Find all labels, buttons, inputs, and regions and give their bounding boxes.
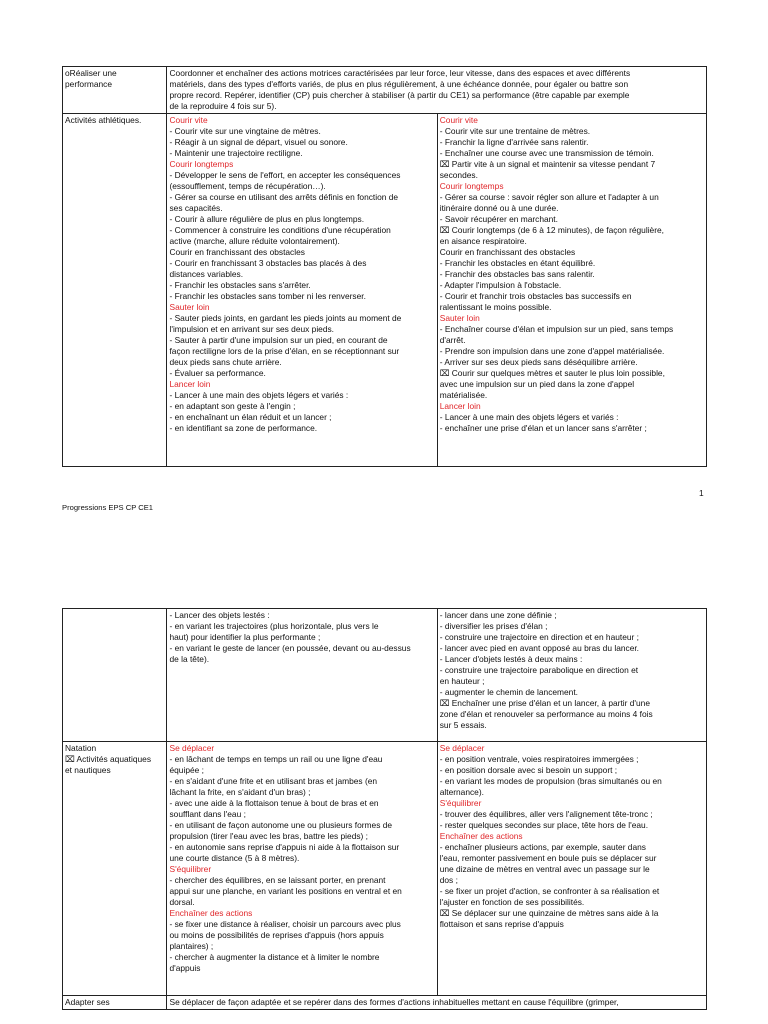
section-heading: Se déplacer xyxy=(439,743,485,753)
text-line: Courir en franchissant des obstacles xyxy=(439,247,576,257)
text-line: - Lancer à une main des objets légers et variés : xyxy=(439,412,619,422)
text-line: - en position dorsale avec si besoin un support ; xyxy=(439,765,618,775)
text-line: itinéraire donné ou à une durée. xyxy=(439,203,559,213)
ce1-column-cell xyxy=(437,742,706,996)
text-line: - Réagir à un signal de départ, visuel ou sonore. xyxy=(169,137,348,147)
text-line: - lancer dans une zone définie ; xyxy=(439,610,557,620)
text-line: de la tête). xyxy=(169,654,210,664)
section-heading: Sauter loin xyxy=(169,302,210,312)
text-line: - Sauter pieds joints, en gardant les pieds joints au moment de xyxy=(169,313,402,323)
domain-label: oRéaliser une xyxy=(65,68,117,78)
text-line: en hauteur ; xyxy=(439,676,485,686)
text-line: ⌧ Courir sur quelques mètres et sauter le plus loin possible, xyxy=(439,368,665,378)
text-line: (essoufflement, temps de récupération…). xyxy=(169,181,326,191)
text-line: - Adapter l'impulsion à l'obstacle. xyxy=(439,280,562,290)
text-line: - Franchir des obstacles bas sans ralentir. xyxy=(439,269,595,279)
activity-label-cell xyxy=(63,609,167,742)
text-line: - construire une trajectoire parabolique en direction et xyxy=(439,665,639,675)
text-line: - avec une aide à la flottaison tenue à bout de bras et en xyxy=(169,798,379,808)
text-line: - Courir à allure régulière de plus en plus longtemps. xyxy=(169,214,365,224)
text-line: - lancer avec pied en avant opposé au bras du lancer. xyxy=(439,643,640,653)
text-line: soufflant dans l'eau ; xyxy=(169,809,246,819)
activity-label: Natation xyxy=(65,743,97,753)
text-line: - Développer le sens de l'effort, en accepter les conséquences xyxy=(169,170,401,180)
cp-column-cell xyxy=(167,609,437,742)
text-line: sur 5 essais. xyxy=(439,720,487,730)
text-line: - Savoir récupérer en marchant. xyxy=(439,214,558,224)
text-line: - Gérer sa course : savoir régler son allure et l'adapter à un xyxy=(439,192,659,202)
activity-label: ⌧ Activités aquatiques xyxy=(65,754,152,764)
text-line: - enchaîner une prise d'élan et un lancer sans s'arrêter ; xyxy=(439,423,647,433)
description-line: propre record. Repérer, identifier (CP) puis chercher à stabiliser (à partir du CE1) sa performance (être capable par exemple xyxy=(169,90,630,100)
text-line: en aisance respiratoire. xyxy=(439,236,527,246)
text-line: - chercher à augmenter la distance et à limiter le nombre xyxy=(169,952,380,962)
text-line: - Lancer d'objets lestés à deux mains : xyxy=(439,654,583,664)
text-line: - en lâchant de temps en temps un rail ou une ligne d'eau xyxy=(169,754,383,764)
text-line: - Commencer à construire les conditions d'une récupération xyxy=(169,225,391,235)
section-heading: Courir vite xyxy=(439,115,478,125)
text-line: ses capacités. xyxy=(169,203,223,213)
text-line: d'arrêt. xyxy=(439,335,466,345)
text-line: zone d'élan et renouveler sa performance au moins 4 fois xyxy=(439,709,653,719)
text-line: appui sur une planche, en variant les positions en ventral et en xyxy=(169,886,402,896)
text-line: - se fixer un projet d'action, se confronter à sa réalisation et xyxy=(439,886,660,896)
text-line: - Lancer des objets lestés : xyxy=(169,610,270,620)
cp-column-cell xyxy=(167,114,437,467)
text-line: active (marche, allure réduite volontairement). xyxy=(169,236,340,246)
text-line: - diversifier les prises d'élan ; xyxy=(439,621,548,631)
page1-table xyxy=(62,66,707,467)
description-line: Coordonner et enchaîner des actions motrices caractérisées par leur force, leur vitesse, dans des espaces et avec différents xyxy=(169,68,631,78)
text-line: dos ; xyxy=(439,875,458,885)
section-heading: Lancer loin xyxy=(439,401,481,411)
text-line: l'eau, remonter passivement en boule puis se déplacer sur xyxy=(439,853,657,863)
text-line: - trouver des équilibres, aller vers l'alignement tête-tronc ; xyxy=(439,809,653,819)
text-line: - construire une trajectoire en direction et en hauteur ; xyxy=(439,632,639,642)
text-line: - se fixer une distance à réaliser, choisir un parcours avec plus xyxy=(169,919,401,929)
description-line: Se déplacer de façon adaptée et se repérer dans des formes d'actions inhabituelles mettant en cause l'équilibre (grimper, xyxy=(169,997,619,1007)
section-heading: Enchaîner des actions xyxy=(439,831,523,841)
text-line: - Prendre son impulsion dans une zone d'appel matérialisée. xyxy=(439,346,665,356)
section-heading: Enchaîner des actions xyxy=(169,908,253,918)
table-row xyxy=(63,996,707,1010)
text-line: une courte distance (5 à 8 mètres). xyxy=(169,853,300,863)
description-line: matériels, dans des types d'efforts variés, de plus en plus régulièrement, à une échéance donnée, pour égaler ou battre son xyxy=(169,79,629,89)
text-line: deux pieds sans chute arrière. xyxy=(169,357,282,367)
text-line: ⌧ Partir vite à un signal et maintenir sa vitesse pendant 7 xyxy=(439,159,656,169)
ce1-column-cell xyxy=(437,609,706,742)
text-line: - Courir en franchissant 3 obstacles bas placés à des xyxy=(169,258,367,268)
text-line: - en autonomie sans reprise d'appuis ni aide à la flottaison sur xyxy=(169,842,400,852)
section-heading: Courir vite xyxy=(169,115,208,125)
text-line: ralentissant le moins possible. xyxy=(439,302,552,312)
table-row xyxy=(63,609,707,742)
section-heading: Se déplacer xyxy=(169,743,215,753)
text-line: une dizaine de mètres en ventral avec un passage sur le xyxy=(439,864,650,874)
text-line: ⌧ Se déplacer sur une quinzaine de mètres sans aide à la xyxy=(439,908,659,918)
page-number: 1 xyxy=(699,488,704,498)
text-line: - en adaptant son geste à l'engin ; xyxy=(169,401,296,411)
text-line: - en s'aidant d'une frite et en utilisant bras et jambes (en xyxy=(169,776,378,786)
text-line: - en enchaînant un élan réduit et un lancer ; xyxy=(169,412,332,422)
text-line: - Sauter à partir d'une impulsion sur un pied, en courant de xyxy=(169,335,388,345)
text-line: - Franchir la ligne d'arrivée sans ralentir. xyxy=(439,137,589,147)
text-line: secondes. xyxy=(439,170,478,180)
text-line: équipée ; xyxy=(169,765,204,775)
text-line: propulsion (tirer l'eau avec les bras, battre les pieds) ; xyxy=(169,831,368,841)
ce1-column-cell xyxy=(437,114,706,467)
text-line: - en variant les trajectoires (plus horizontale, plus vers le xyxy=(169,621,379,631)
activity-label: Adapter ses xyxy=(65,997,110,1007)
text-line: - Franchir les obstacles sans tomber ni les renverser. xyxy=(169,291,366,301)
domain-label: performance xyxy=(65,79,113,89)
text-line: façon rectiligne lors de la prise d'élan, en se réceptionnant sur xyxy=(169,346,400,356)
text-line: distances variables. xyxy=(169,269,244,279)
text-line: avec une impulsion sur un pied dans la zone d'appel xyxy=(439,379,635,389)
text-line: l'impulsion et en arrivant sur ses deux pieds. xyxy=(169,324,335,334)
text-line: - Courir et franchir trois obstacles bas successifs en xyxy=(439,291,632,301)
section-heading: Courir longtemps xyxy=(439,181,504,191)
section-heading: Sauter loin xyxy=(439,313,480,323)
text-line: - en position ventrale, voies respiratoires immergées ; xyxy=(439,754,639,764)
text-line: - Maintenir une trajectoire rectiligne. xyxy=(169,148,303,158)
text-line: - Enchaîner course d'élan et impulsion sur un pied, sans temps xyxy=(439,324,674,334)
section-heading: S'équilibrer xyxy=(169,864,212,874)
section-heading: Lancer loin xyxy=(169,379,211,389)
text-line: - Arriver sur ses deux pieds sans déséquilibre arrière. xyxy=(439,357,638,367)
activity-label: Activités athlétiques. xyxy=(65,115,142,125)
text-line: - Franchir les obstacles en étant équilibré. xyxy=(439,258,596,268)
text-line: - augmenter le chemin de lancement. xyxy=(439,687,578,697)
text-line: - Gérer sa course en utilisant des arrêts définis en fonction de xyxy=(169,192,399,202)
footer-title: Progressions EPS CP CE1 xyxy=(62,503,154,512)
text-line: - rester quelques secondes sur place, tête hors de l'eau. xyxy=(439,820,649,830)
activity-label-cell xyxy=(63,742,167,996)
text-line: l'ajuster en fonction de ses possibilités. xyxy=(439,897,585,907)
text-line: lâchant la frite, en s'aidant d'un bras) ; xyxy=(169,787,311,797)
text-line: matérialisée. xyxy=(439,390,488,400)
table-row xyxy=(63,114,707,467)
text-line: - Franchir les obstacles sans s'arrêter. xyxy=(169,280,311,290)
text-line: dorsal. xyxy=(169,897,195,907)
text-line: alternance). xyxy=(439,787,484,797)
activity-label-cell xyxy=(63,114,167,467)
table-row xyxy=(63,742,707,996)
text-line: - en variant les modes de propulsion (bras simultanés ou en xyxy=(439,776,662,786)
text-line: - Enchaîner une course avec une transmission de témoin. xyxy=(439,148,654,158)
domain-description-cell xyxy=(167,996,707,1010)
activity-label-cell xyxy=(63,996,167,1010)
text-line: - Courir vite sur une vingtaine de mètres. xyxy=(169,126,321,136)
text-line: - en variant le geste de lancer (en poussée, devant ou au-dessus xyxy=(169,643,411,653)
activity-label: et nautiques xyxy=(65,765,111,775)
section-heading: S'équilibrer xyxy=(439,798,482,808)
domain-label-cell xyxy=(63,67,167,114)
text-line: plantaires) ; xyxy=(169,941,214,951)
cp-column-cell xyxy=(167,742,437,996)
text-line: haut) pour identifier la plus performante ; xyxy=(169,632,321,642)
section-heading: Courir longtemps xyxy=(169,159,234,169)
text-line: ou moins de possibilités de reprises d'appuis (hors appuis xyxy=(169,930,384,940)
text-line: - en utilisant de façon autonome une ou plusieurs formes de xyxy=(169,820,393,830)
text-line: d'appuis xyxy=(169,963,201,973)
text-line: Courir en franchissant des obstacles xyxy=(169,247,305,257)
text-line: - Courir vite sur une trentaine de mètres. xyxy=(439,126,591,136)
text-line: ⌧ Enchaîner une prise d'élan et un lancer, à partir d'une xyxy=(439,698,650,708)
text-line: - en identifiant sa zone de performance. xyxy=(169,423,318,433)
table-row xyxy=(63,67,707,114)
text-line: - chercher des équilibres, en se laissant porter, en prenant xyxy=(169,875,386,885)
text-line: ⌧ Courir longtemps (de 6 à 12 minutes), de façon régulière, xyxy=(439,225,664,235)
text-line: - Lancer à une main des objets légers et variés : xyxy=(169,390,349,400)
domain-description-cell xyxy=(167,67,707,114)
text-line: - enchaîner plusieurs actions, par exemple, sauter dans xyxy=(439,842,646,852)
description-line: de la reproduire 4 fois sur 5). xyxy=(169,101,277,111)
text-line: flottaison et sans reprise d'appuis xyxy=(439,919,564,929)
page2-table xyxy=(62,608,707,1010)
text-line: - Évaluer sa performance. xyxy=(169,368,266,378)
